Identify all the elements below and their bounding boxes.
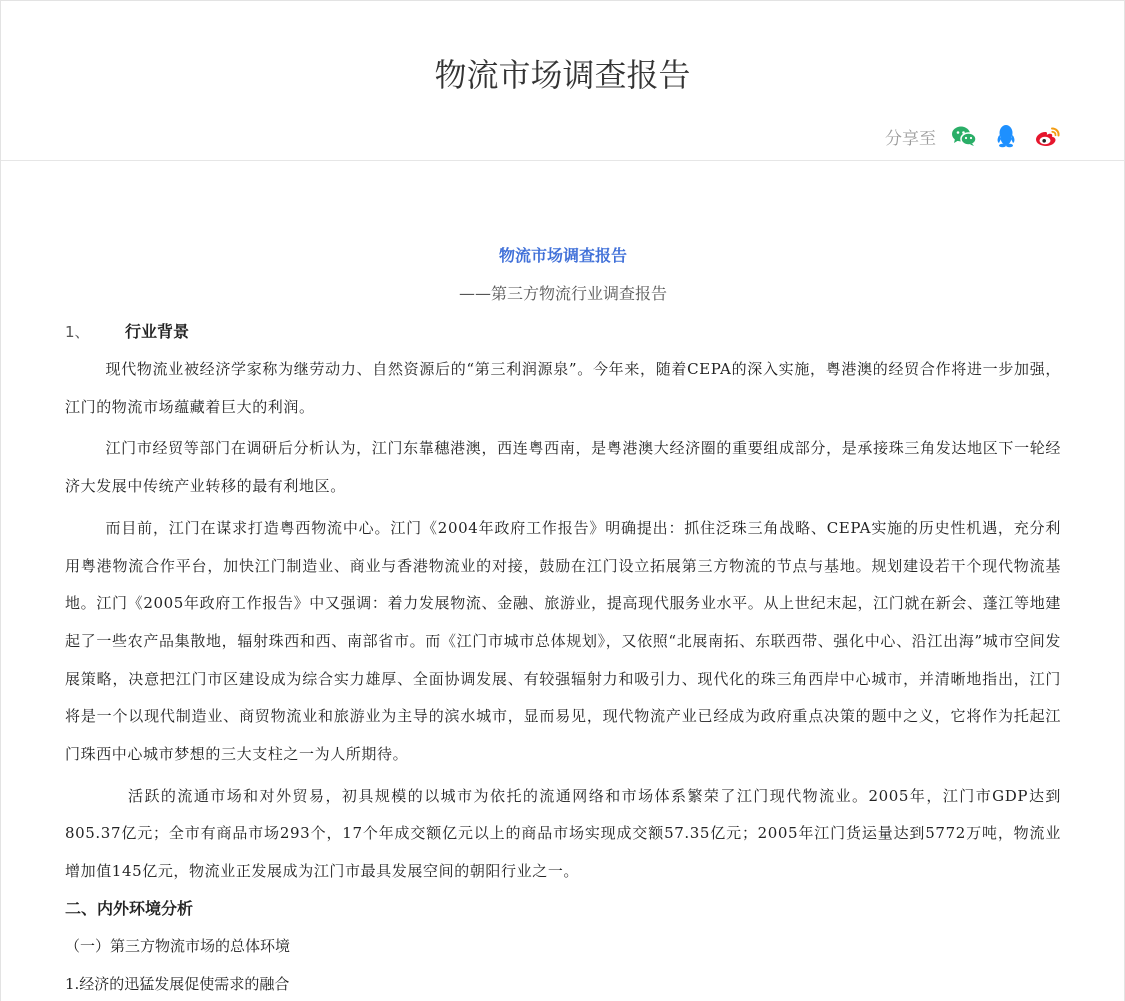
page-header bbox=[1, 1, 1124, 161]
section-number: 1、 bbox=[65, 323, 90, 341]
section-2-heading: 二、内外环境分析 bbox=[65, 898, 194, 918]
paragraph: 而目前，江门在谋求打造粤西物流中心。江门《2004年政府工作报告》明确提出：抓住泛珠三角战略、CEPA实施的历史性机遇，充分利用粤港物流合作平台，加快江门制造业、商业与香港物流业的对接，鼓励在江门设立拓展第三方物流的节点与基地。规划建设若干个现代物流基地。江门《2005年政府工作报告》中又强调：着力发展物流、金融、旅游业，提高现代服务业水平。从上世纪末起，江门就在新会、蓬江等地建起了一些农产品集散地，辐射珠西和西、南部省市。而《江门市城市总体规划》，又依照“北展南拓、东联西带、强化中心、沿江出海”城市空间发展策略，决意把江门市区建设成为综合实力雄厚、全面协调发展、有较强辐射力和吸引力、现代化的珠三角西岸中心城市，并清晰地指出，江门将是一个以现代制造业、商贸物流业和旅游业为主导的滨水城市，显而易见，现代物流产业已经成为政府重点决策的题中之义，它将作为托起江门珠西中心城市梦想的三大支柱之一为人所期待。 bbox=[65, 518, 1061, 764]
share-qq-button[interactable] bbox=[992, 122, 1020, 150]
weibo-icon bbox=[1035, 125, 1061, 147]
wechat-icon bbox=[951, 125, 977, 147]
section-1-heading bbox=[65, 317, 1061, 347]
share-bar bbox=[885, 121, 1062, 151]
document-title: 物流市场调查报告 bbox=[498, 246, 627, 265]
document-subtitle: ——第三方物流行业调查报告 bbox=[458, 284, 667, 303]
share-wechat-button[interactable] bbox=[950, 122, 978, 150]
share-weibo-button[interactable] bbox=[1034, 122, 1062, 150]
paragraph: 现代物流业被经济学家称为继劳动力、自然资源后的“第三利润源泉”。今年来，随着CEPA的深入实施，粤港澳的经贸合作将进一步加强，江门的物流市场蕴藏着巨大的利润。 bbox=[65, 360, 1061, 416]
subsection-item: 1.经济的迅猛发展促使需求的融合 bbox=[65, 974, 290, 993]
paragraph: 江门市经贸等部门在调研后分析认为，江门东靠穗港澳，西连粤西南，是粤港澳大经济圈的重要组成部分，是承接珠三角发达地区下一轮经济大发展中传统产业转移的最有利地区。 bbox=[65, 439, 1061, 496]
page-title: 物流市场调查报告 bbox=[434, 56, 691, 94]
section-heading: 行业背景 bbox=[125, 322, 190, 341]
article-body bbox=[65, 241, 1061, 1001]
paragraph: 活跃的流通市场和对外贸易，初具规模的以城市为依托的流通网络和市场体系繁荣了江门现代物流业。2005年，江门市GDP达到805.37亿元；全市有商品市场293个，17个年成交额亿元以上的商品市场实现成交额57.35亿元；2005年江门货运量达到5772万吨，物流业增加值145亿元，物流业正发展成为江门市最具发展空间的朝阳行业之一。 bbox=[65, 786, 1061, 881]
qq-icon bbox=[996, 124, 1016, 148]
subsection-heading: （一）第三方物流市场的总体环境 bbox=[65, 936, 291, 955]
share-label: 分享至 bbox=[885, 128, 936, 149]
